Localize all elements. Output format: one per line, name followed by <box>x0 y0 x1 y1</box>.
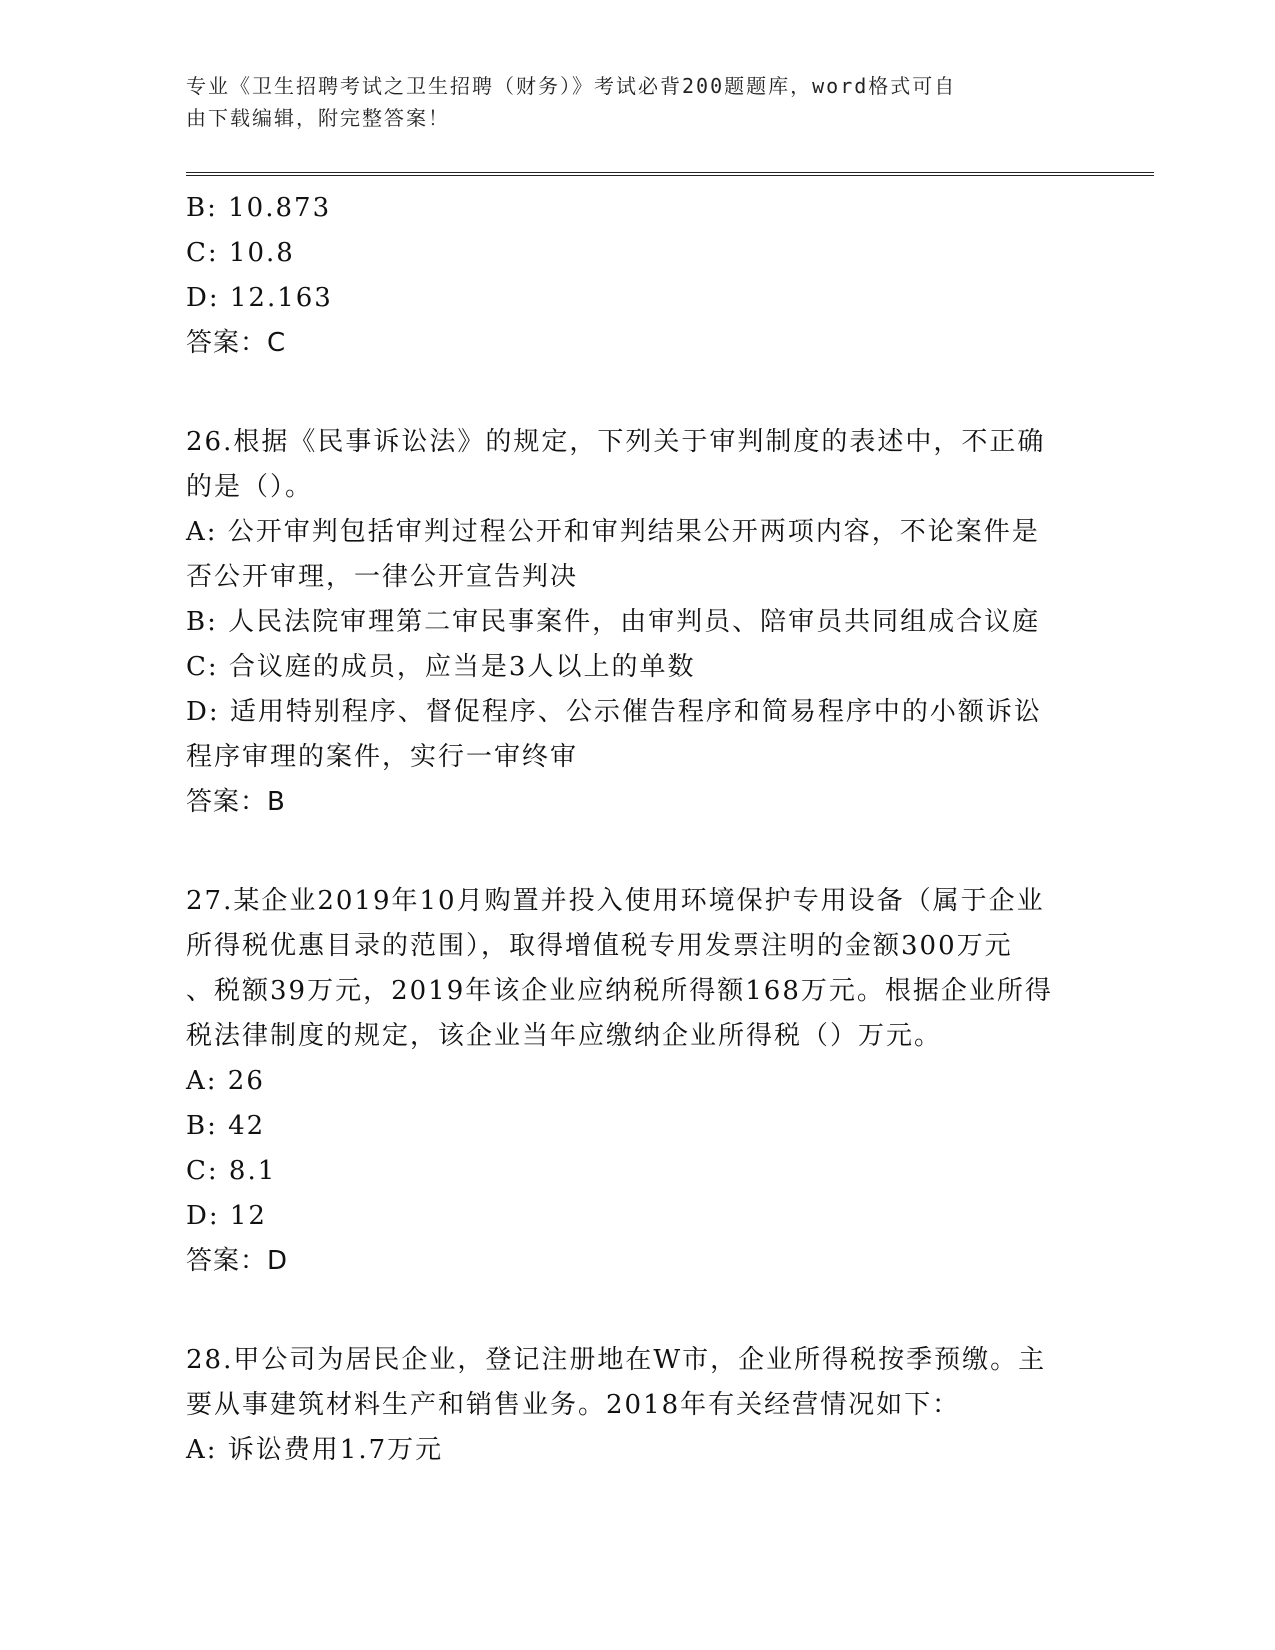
question-stem: 28.甲公司为居民企业，登记注册地在W市，企业所得税按季预缴。主 <box>186 1345 1047 1375</box>
answer-line: 答案：C <box>186 328 287 358</box>
question-stem: 所得税优惠目录的范围），取得增值税专用发票注明的金额300万元 <box>186 931 1013 961</box>
option-d-continued: 程序审理的案件，实行一审终审 <box>186 742 579 772</box>
question-27 <box>186 879 1086 1284</box>
header-line: 由下载编辑，附完整答案！ <box>186 106 450 130</box>
header-divider <box>186 172 1154 176</box>
document-header <box>186 70 1066 134</box>
option-d: D: 12 <box>186 1201 267 1231</box>
question-stem: 要从事建筑材料生产和销售业务。2018年有关经营情况如下： <box>186 1390 961 1420</box>
question-stem: 的是（）。 <box>186 472 314 502</box>
question-content <box>186 186 1086 1473</box>
option-c: C: 10.8 <box>186 238 295 268</box>
question-stem: 税法律制度的规定，该企业当年应缴纳企业所得税（）万元。 <box>186 1021 943 1051</box>
option-a-continued: 否公开审理，一律公开宣告判决 <box>186 562 579 592</box>
option-a: A: 诉讼费用1.7万元 <box>186 1435 444 1465</box>
option-c: C: 合议庭的成员，应当是3人以上的单数 <box>186 652 696 682</box>
answer-line: 答案：D <box>186 1246 289 1276</box>
option-a: A: 26 <box>186 1066 265 1096</box>
option-a: A: 公开审判包括审判过程公开和审判结果公开两项内容，不论案件是 <box>186 517 1040 547</box>
option-b: B: 人民法院审理第二审民事案件，由审判员、陪审员共同组成合议庭 <box>186 607 1041 637</box>
header-line: 专业《卫生招聘考试之卫生招聘（财务）》考试必背200题题库，word格式可自 <box>186 74 957 98</box>
option-d: D: 12.163 <box>186 283 333 313</box>
question-stem: 、税额39万元，2019年该企业应纳税所得额168万元。根据企业所得 <box>186 976 1053 1006</box>
option-c: C: 8.1 <box>186 1156 277 1186</box>
option-b: B: 42 <box>186 1111 266 1141</box>
answer-line: 答案：B <box>186 787 286 817</box>
question-stem: 26.根据《民事诉讼法》的规定，下列关于审判制度的表述中，不正确 <box>186 427 1046 457</box>
option-b: B: 10.873 <box>186 193 332 223</box>
question-25-tail <box>186 186 1086 366</box>
question-26 <box>186 420 1086 825</box>
question-28 <box>186 1338 1086 1473</box>
option-d: D: 适用特别程序、督促程序、公示催告程序和简易程序中的小额诉讼 <box>186 697 1042 727</box>
question-stem: 27.某企业2019年10月购置并投入使用环境保护专用设备（属于企业 <box>186 886 1045 916</box>
